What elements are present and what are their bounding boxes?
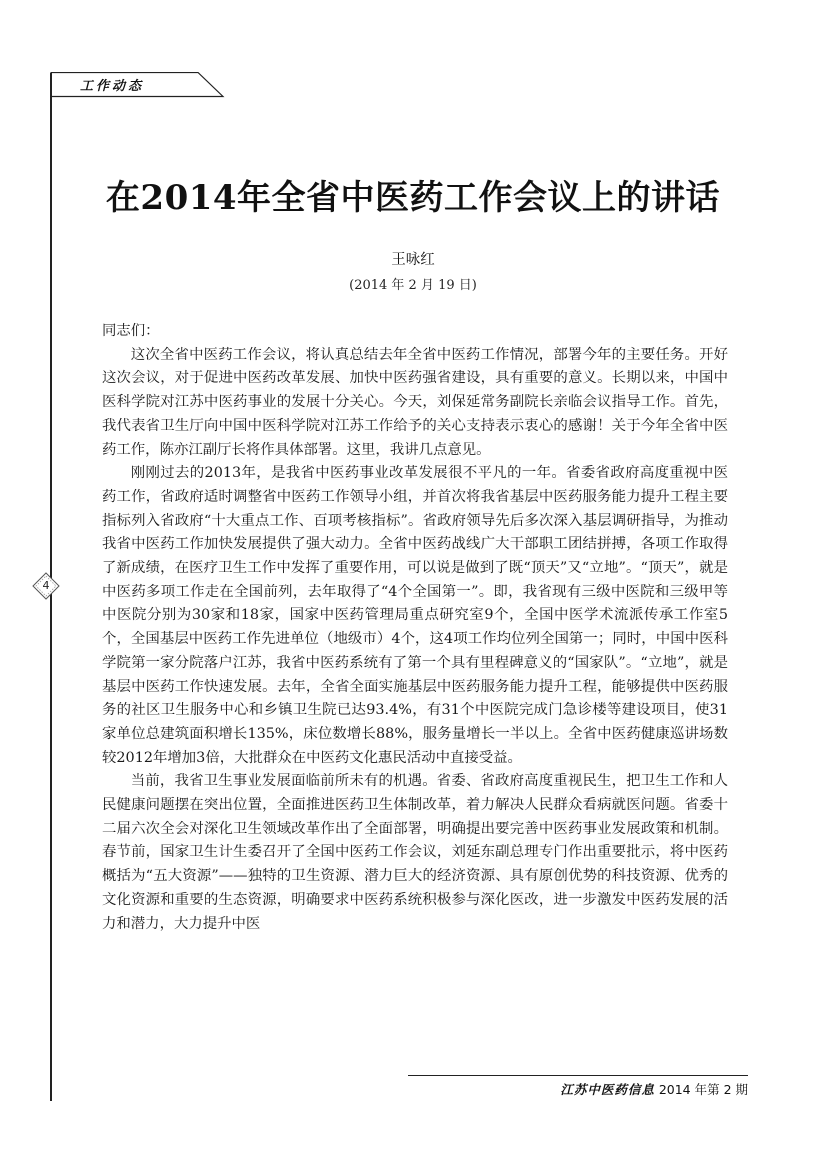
article-title: 在2014年全省中医药工作会议上的讲话 [105, 178, 721, 218]
article-author: 王咏红 [391, 252, 435, 268]
footer-rule [408, 1075, 748, 1076]
paragraph: 这次全省中医药工作会议，将认真总结去年全省中医药工作情况，部署今年的主要任务。开好这次会议，对于促进中医药改革发展、加快中医药强省建设，具有重要的意义。长期以来，中国中医科学院对江苏中医药事业的发展十分关心。今天，刘保延常务副院长亲临会议指导工作。首先，我代表省卫生厅向中国中医科学院对江苏工作给予的关心支持表示衷心的感谢！关于今年全省中医药工作，陈亦江副厅长将作具体部署。这里，我讲几点意见。 [102, 346, 728, 458]
page-number: 4 [42, 579, 50, 592]
journal-name: 江苏中医药信息 [560, 1082, 655, 1097]
paragraph: 刚刚过去的2013年，是我省中医药事业改革发展很不平凡的一年。省委省政府高度重视中医药工作，省政府适时调整省中医药工作领导小组，并首次将我省基层中医药服务能力提升工程主要指标列入省政府“十大重点工作、百项考核指标”。省政府领导先后多次深入基层调研指导，为推动我省中医药工作加快发展提供了强大动力。全省中医药战线广大干部职工团结拼搏，各项工作取得了新成绩，在医疗卫生工作中发挥了重要作用，可以说是做到了既“顶天”又“立地”。“顶天”，就是中医药多项工作走在全国前列，去年取得了“4个全国第一”。即，我省现有三级中医院和三级甲等中医院分别为30家和18家，国家中医药管理局重点研究室9个，全国中医学术流派传承工作室5个，全国基层中医药工作先进单位（地级市）4个，这4项工作均位列全国第一；同时，中国中医科学院第一家分院落户江苏，我省中医药系统有了第一个具有里程碑意义的“国家队”。“立地”，就是基层中医药工作快速发展。去年，全省全面实施基层中医药服务能力提升工程，能够提供中医药服务的社区卫生服务中心和乡镇卫生院已达93.4%，有31个中医院完成门急诊楼等建设项目，使31家单位总建筑面积增长135%，床位数增长88%，服务量增长一半以上。全省中医药健康巡讲场数较2012年增加3倍，大批群众在中医药文化惠民活动中直接受益。 [102, 465, 728, 766]
section-label: 工作动态 [80, 79, 145, 94]
article-date: (2014 年 2 月 19 日) [349, 278, 477, 293]
article-body [102, 320, 728, 936]
salutation: 同志们： [102, 323, 160, 339]
footer [408, 1080, 748, 1098]
paragraph: 当前，我省卫生事业发展面临前所未有的机遇。省委、省政府高度重视民生，把卫生工作和人民健康问题摆在突出位置，全面推进医药卫生体制改革，着力解决人民群众看病就医问题。省委十二届六次全会对深化卫生领域改革作出了全面部署，明确提出要完善中医药事业发展政策和机制。春节前，国家卫生计生委召开了全国中医药工作会议，刘延东副总理专门作出重要批示，将中医药概括为“五大资源”——独特的卫生资源、潜力巨大的经济资源、具有原创优势的科技资源、优秀的文化资源和重要的生态资源，明确要求中医药系统积极参与深化医改，进一步激发中医药发展的活力和潜力，大力提升中医 [102, 773, 728, 932]
journal-issue: 2014 年第 2 期 [658, 1082, 748, 1097]
